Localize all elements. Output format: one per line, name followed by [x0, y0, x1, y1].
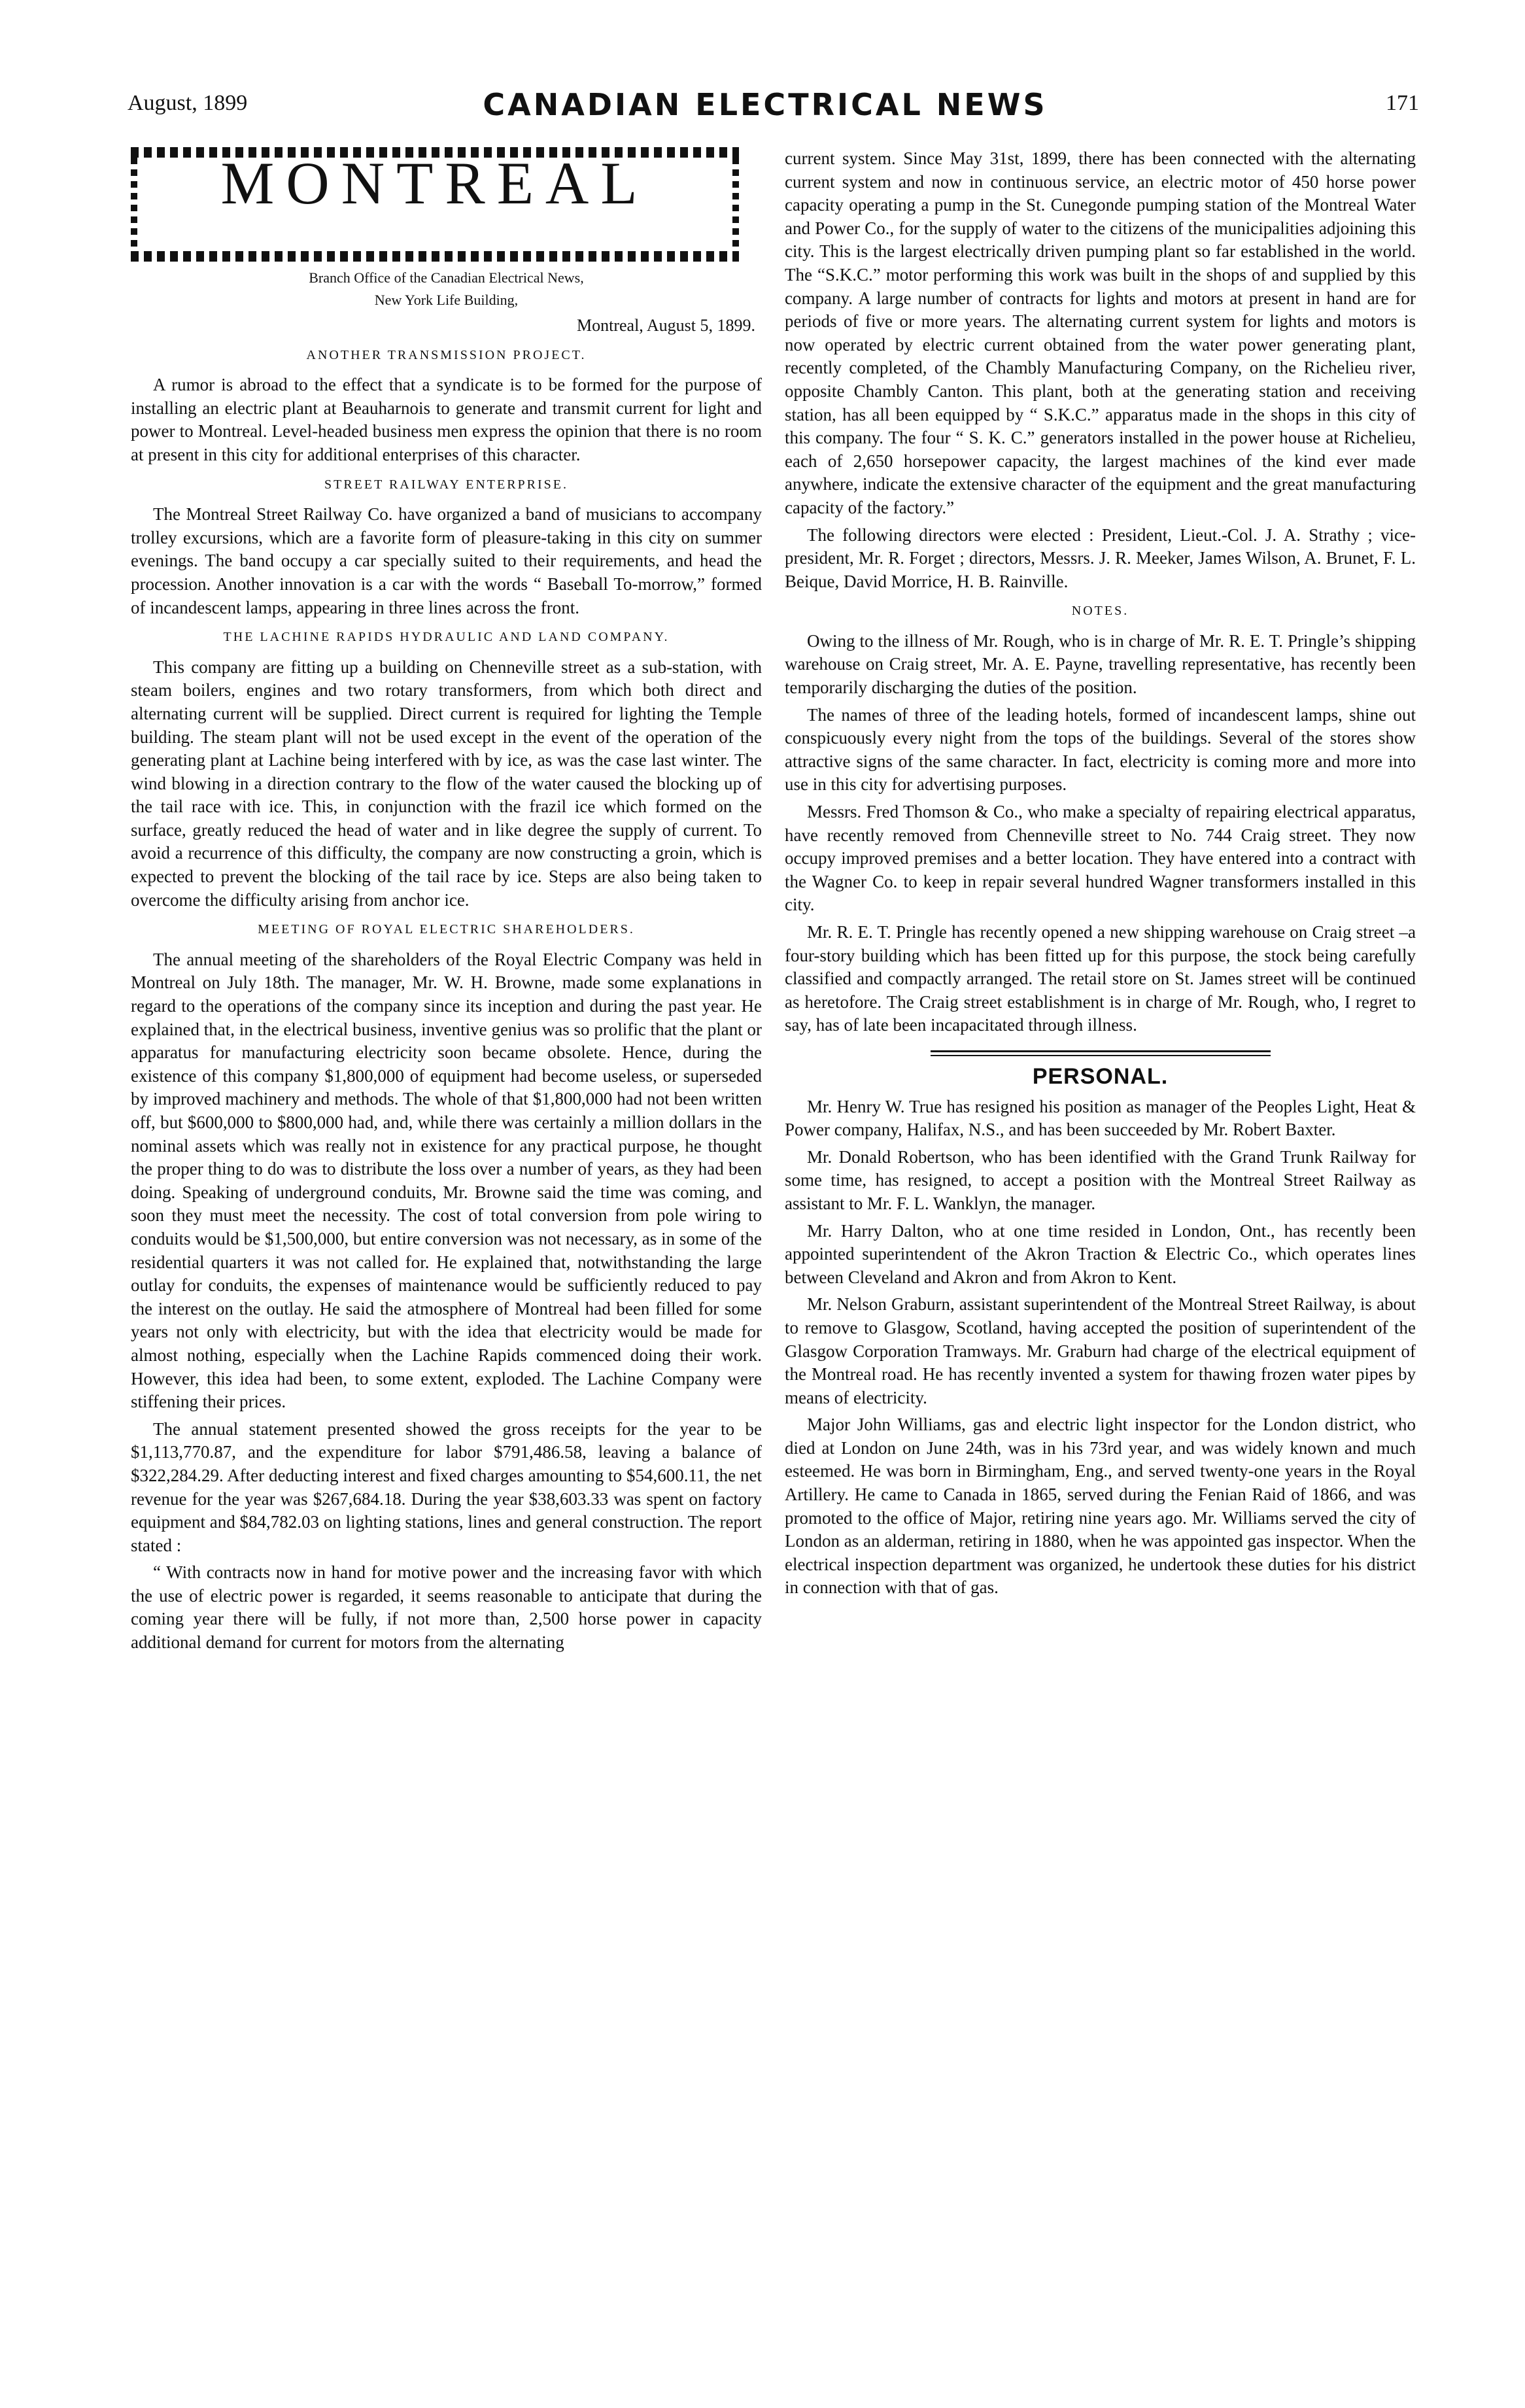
note-paragraph: The names of three of the leading hotels, formed of incandescent lamps, shine out conspicuously every night from the tops of the buildings. Several of the stores show attractive signs of the same character. In fact, electricity is coming more and more into use in this city for advertising purposes. — [785, 704, 1416, 795]
issue-date: August, 1899 — [128, 91, 248, 115]
personal-paragraph: Mr. Nelson Graburn, assistant superintendent of the Montreal Street Railway, is about to remove to Glasgow, Scotland, having accepted the position of superintendent of the Glasgow Corporation Tramways. Mr. Graburn had charge of the electrical equipment of the Montreal road. He has recently invented a system for thawing frozen water pipes by means of electricity. — [785, 1294, 1416, 1407]
notes-heading: NOTES. — [1071, 604, 1129, 619]
personal-paragraph: Mr. Henry W. True has resigned his position as manager of the Peoples Light, Heat & Power company, Halifax, N.S., and has been succeeded by Mr. Robert Baxter. — [785, 1096, 1416, 1140]
byline-office: Branch Office of the Canadian Electrical News, — [309, 269, 584, 286]
section-heading: THE LACHINE RAPIDS HYDRAULIC AND LAND COMPANY. — [223, 630, 670, 645]
article-paragraph: A rumor is abroad to the effect that a syndicate is to be formed for the purpose of installing an electric plant at Beauharnois to generate and transmit current for light and power to Montreal. Level-headed business men express the opinion that there is no room at present in this city for additional enterprises of this character. — [131, 375, 762, 464]
section-heading: STREET RAILWAY ENTERPRISE. — [324, 477, 568, 492]
page-number: 171 — [1386, 91, 1419, 115]
note-paragraph: Owing to the illness of Mr. Rough, who is in charge of Mr. R. E. T. Pringle’s shipping warehouse on Craig street, Mr. A. E. Payne, travelling representative, has recently been temporarily discharging the duties of the position. — [785, 630, 1416, 698]
personal-heading: PERSONAL. — [1032, 1063, 1169, 1089]
byline-building: New York Life Building, — [374, 292, 519, 308]
article-paragraph: This company are fitting up a building on Chenneville street as a sub-station, with steam boilers, engines and two rotary transformers, from which both direct and alternating current will be supplied. Direct current is required for lighting the Temple building. The steam plant will not be used except in the event of the operation of the generating plant at Lachine being interfered with by ice, as was the case last winter. The wind blowing in a direction contrary to the flow of the water caused the blocking up of the tail race with ice. This, in conjunction with the frazil ice which formed on the surface, greatly reduced the head of water and in like degree the supply of current. To avoid a recurrence of this difficulty, the company are now constructing a groin, which is expected to prevent the blocking of the tail race by ice. Steps are also being taken to overcome the difficulty arising from anchor ice. — [131, 657, 762, 910]
personal-paragraph: Mr. Harry Dalton, who at one time resided in London, Ont., has recently been appointed superintendent of the Akron Traction & Electric Co., which operates lines between Cleveland and Akron and from Akron to Kent. — [785, 1220, 1416, 1287]
banner-title: MONTREAL — [220, 150, 649, 216]
article-paragraph: The Montreal Street Railway Co. have organized a band of musicians to accompany trolley excursions, which are a favorite form of pleasure-taking in this city on summer evenings. The band occupy a car specially suited to their requirements, and head the procession. Another innovation is a car with the words “ Baseball To-morrow,” formed of incandescent lamps, appearing in three lines across the front. — [131, 504, 762, 617]
article-paragraph: The following directors were elected : President, Lieut.-Col. J. A. Strathy ; vice-president, Mr. R. Forget ; directors, Messrs. J. R. Meeker, James Wilson, A. Brunet, F. L. Beique, David Morrice, H. B. Rainville. — [785, 525, 1416, 591]
article-paragraph: The annual statement presented showed the gross receipts for the year to be $1,113,770.87, and the expenditure for labor $791,486.58, leaving a balance of $322,284.29. After deducting interest and fixed charges amounting to $54,600.11, the net revenue for the year was $267,684.18. During the year $38,603.33 was spent on factory equipment and $84,782.03 on lighting stations, lines and general construction. The report stated : — [131, 1419, 762, 1555]
note-paragraph: Messrs. Fred Thomson & Co., who make a specialty of repairing electrical apparatus, have recently removed from Chenneville street to No. 744 Craig street. They now occupy improved premises and a better location. They have entered into a contract with the Wagner Co. to keep in repair several hundred Wagner transformers installed in this city. — [785, 802, 1416, 915]
note-paragraph: Mr. R. E. T. Pringle has recently opened a new shipping warehouse on Craig street –a four-story building which has been fitted up for this purpose, the stock being carefully classified and compactly arranged. The retail store on St. James street will be continued as heretofore. The Craig street establishment is in charge of Mr. Rough, who, I regret to say, has of late been incapacitated through illness. — [785, 922, 1416, 1035]
personal-paragraph: Major John Williams, gas and electric light inspector for the London district, who died at London on June 24th, was in his 73rd year, and was widely known and much esteemed. He was born in Birmingham, Eng., and served twenty-one years in the Royal Artillery. He came to Canada in 1865, served during the Fenian Raid of 1866, and was promoted to the office of Major, retiring nine years ago. Mr. Williams served the city of London as an alderman, retiring in 1880, when he was appointed gas inspector. When the electrical inspection department was organized, he undertook these duties for his district in connection with that of gas. — [785, 1415, 1416, 1598]
masthead-title: CANADIAN ELECTRICAL NEWS — [483, 87, 1048, 122]
right-column — [785, 147, 1416, 1604]
personal-paragraph: Mr. Donald Robertson, who has been identified with the Grand Trunk Railway for some time, has resigned, to accept a position with the Montreal Street Railway as assistant to Mr. F. L. Wanklyn, the manager. — [785, 1146, 1416, 1213]
article-paragraph: current system. Since May 31st, 1899, there has been connected with the alternating current system and now in continuous service, an electric motor of 450 horse power capacity operating a pump in the St. Cunegonde pumping station of the Montreal Water and Power Co., for the supply of water to the citizens of the municipalities adjoining this city. This is the largest electrically driven pumping plant so far established in the world. The “S.K.C.” motor performing this work was built in the shops of and supplied by this company. A large number of contracts for lights and motors at present in hand are for periods of five or more years. The alternating current system for lights and motors is now operated by electric current obtained from the water power generating plant, recently completed, of the Chambly Manufacturing Company, on the Richelieu river, opposite Chambly Canton. This plant, both at the generating station and receiving station, has all been equipped by “ S.K.C.” apparatus made in the shops in this city of this company. The four “ S. K. C.” generators installed in the power house at Richelieu, each of 2,650 horsepower capacity, the largest machines of the kind ever made anywhere, indicate the extensive character of the equipment and the great manufacturing capacity of the factory.” — [785, 148, 1416, 517]
dateline: Montreal, August 5, 1899. — [577, 316, 755, 335]
section-divider — [931, 1050, 1271, 1056]
montreal-banner — [131, 147, 739, 262]
page-header — [98, 82, 1432, 128]
article-paragraph: The annual meeting of the shareholders of the Royal Electric Company was held in Montreal on July 18th. The manager, Mr. W. H. Browne, made some explanations in regard to the operations of the company since its inception and during the past year. He explained that, in the electrical business, inventive genius was so prolific that the plant or apparatus for manufacturing electricity soon became obsolete. Hence, during the existence of this company $1,800,000 of equipment had become useless, or superseded by improved machinery and methods. The whole of that $1,800,000 had not been written off, but $600,000 to $800,000 had, and, while there was certainly a million dollars in the nominal assets which was really not in existence for any practical purpose, he thought the proper thing to do was to distribute the loss over a number of years, as they had been doing. Speaking of underground conduits, Mr. Browne said the time was coming, and soon they must meet the necessity. The cost of total conversion from pole wiring to conduits would be $1,500,000, but entire conversion was not necessary, as in some of the residential quarters it was not called for. He explained that, notwithstanding the large outlay for conduits, the expenses of maintenance would be sufficiently reduced to pay the interest on the outlay. He said the atmosphere of Montreal had been filled for some years not only with electricity, but with the idea that electricity would be made for almost nothing, especially when the Lachine Rapids commenced doing their work. However, this idea had been, to some extent, exploded. The Lachine Company were stiffening their prices. — [131, 949, 762, 1412]
article-paragraph: “ With contracts now in hand for motive power and the increasing favor with which the use of electric power is regarded, it seems reasonable to anticipate that during the coming year there will be fully, if not more than, 2,500 horse power in capacity additional demand for current for motors from the alternating — [131, 1562, 762, 1653]
section-heading: ANOTHER TRANSMISSION PROJECT. — [306, 347, 587, 362]
section-heading: MEETING OF ROYAL ELECTRIC SHAREHOLDERS. — [258, 922, 635, 937]
left-column — [131, 147, 762, 1659]
